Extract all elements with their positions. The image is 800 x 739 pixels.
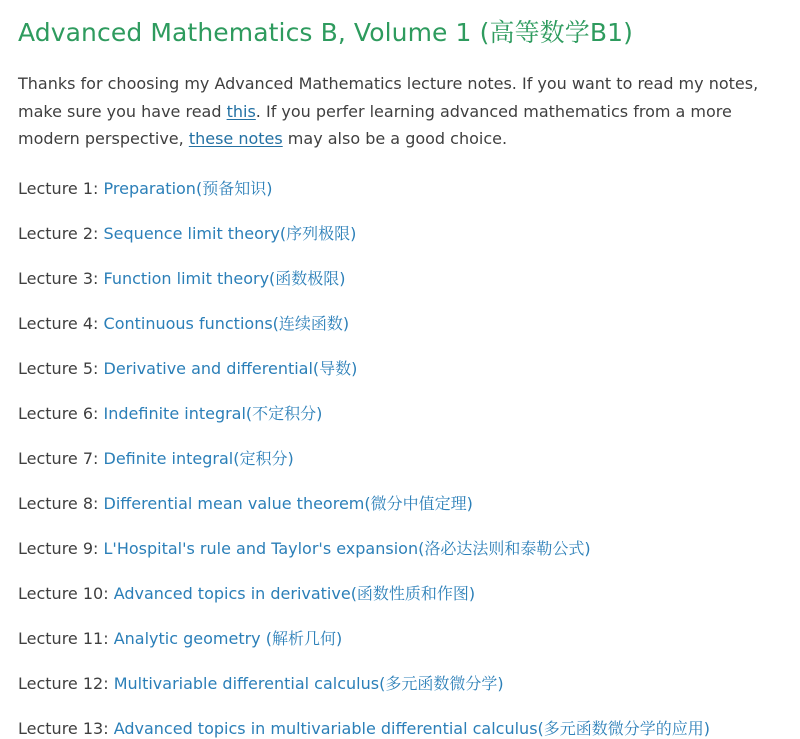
lecture-label: Lecture 2: — [18, 223, 99, 243]
lecture-label: Lecture 10: — [18, 583, 109, 603]
lecture-link[interactable]: Function limit theory(函数极限) — [103, 268, 346, 288]
list-item — [18, 494, 784, 514]
lecture-link[interactable]: Sequence limit theory(序列极限) — [103, 223, 357, 243]
lecture-label: Lecture 1: — [18, 178, 99, 198]
intro-paragraph — [18, 70, 784, 153]
lecture-link[interactable]: L'Hospital's rule and Taylor's expansion(洛必达法则和泰勒公式) — [103, 538, 591, 558]
lecture-label: Lecture 3: — [18, 268, 99, 288]
list-item — [18, 674, 784, 694]
lecture-link[interactable]: Preparation(预备知识) — [103, 178, 273, 198]
lecture-label: Lecture 9: — [18, 538, 99, 558]
list-item — [18, 359, 784, 379]
lecture-label: Lecture 4: — [18, 313, 99, 333]
intro-text-part2: . If you perfer learning advanced mathematics from a more modern perspective, — [18, 101, 732, 149]
list-item — [18, 179, 784, 199]
lecture-link[interactable]: Differential mean value theorem(微分中值定理) — [103, 493, 473, 513]
list-item — [18, 584, 784, 604]
list-item — [18, 629, 784, 649]
this-link[interactable]: this — [226, 101, 256, 121]
list-item — [18, 449, 784, 469]
lecture-link[interactable]: Advanced topics in derivative(函数性质和作图) — [113, 583, 476, 603]
lecture-link[interactable]: Continuous functions(连续函数) — [103, 313, 350, 333]
intro-text-part3: may also be a good choice. — [282, 129, 508, 149]
lecture-label: Lecture 6: — [18, 403, 99, 423]
list-item — [18, 224, 784, 244]
lecture-label: Lecture 13: — [18, 718, 109, 738]
list-item — [18, 404, 784, 424]
lecture-link[interactable]: Multivariable differential calculus(多元函数微分学) — [113, 673, 504, 693]
lecture-label: Lecture 11: — [18, 628, 109, 648]
lecture-label: Lecture 12: — [18, 673, 109, 693]
lecture-label: Lecture 5: — [18, 358, 99, 378]
list-item — [18, 539, 784, 559]
list-item — [18, 269, 784, 289]
page-title: Advanced Mathematics B, Volume 1 (高等数学B1) — [18, 18, 633, 47]
lecture-label: Lecture 7: — [18, 448, 99, 468]
list-item — [18, 719, 784, 739]
these-notes-link[interactable]: these notes — [188, 129, 283, 149]
lecture-link[interactable]: Derivative and differential(导数) — [103, 358, 358, 378]
lecture-list — [18, 179, 784, 739]
lecture-link[interactable]: Advanced topics in multivariable differential calculus(多元函数微分学的应用) — [113, 718, 711, 738]
list-item — [18, 314, 784, 334]
lecture-link[interactable]: Definite integral(定积分) — [103, 448, 294, 468]
intro-text-part1: Thanks for choosing my Advanced Mathematics lecture notes. If you want to read my notes, make sure you have read — [18, 74, 759, 121]
lecture-label: Lecture 8: — [18, 493, 99, 513]
lecture-link[interactable]: Indefinite integral(不定积分) — [103, 403, 323, 423]
lecture-link[interactable]: Analytic geometry (解析几何) — [113, 628, 343, 648]
